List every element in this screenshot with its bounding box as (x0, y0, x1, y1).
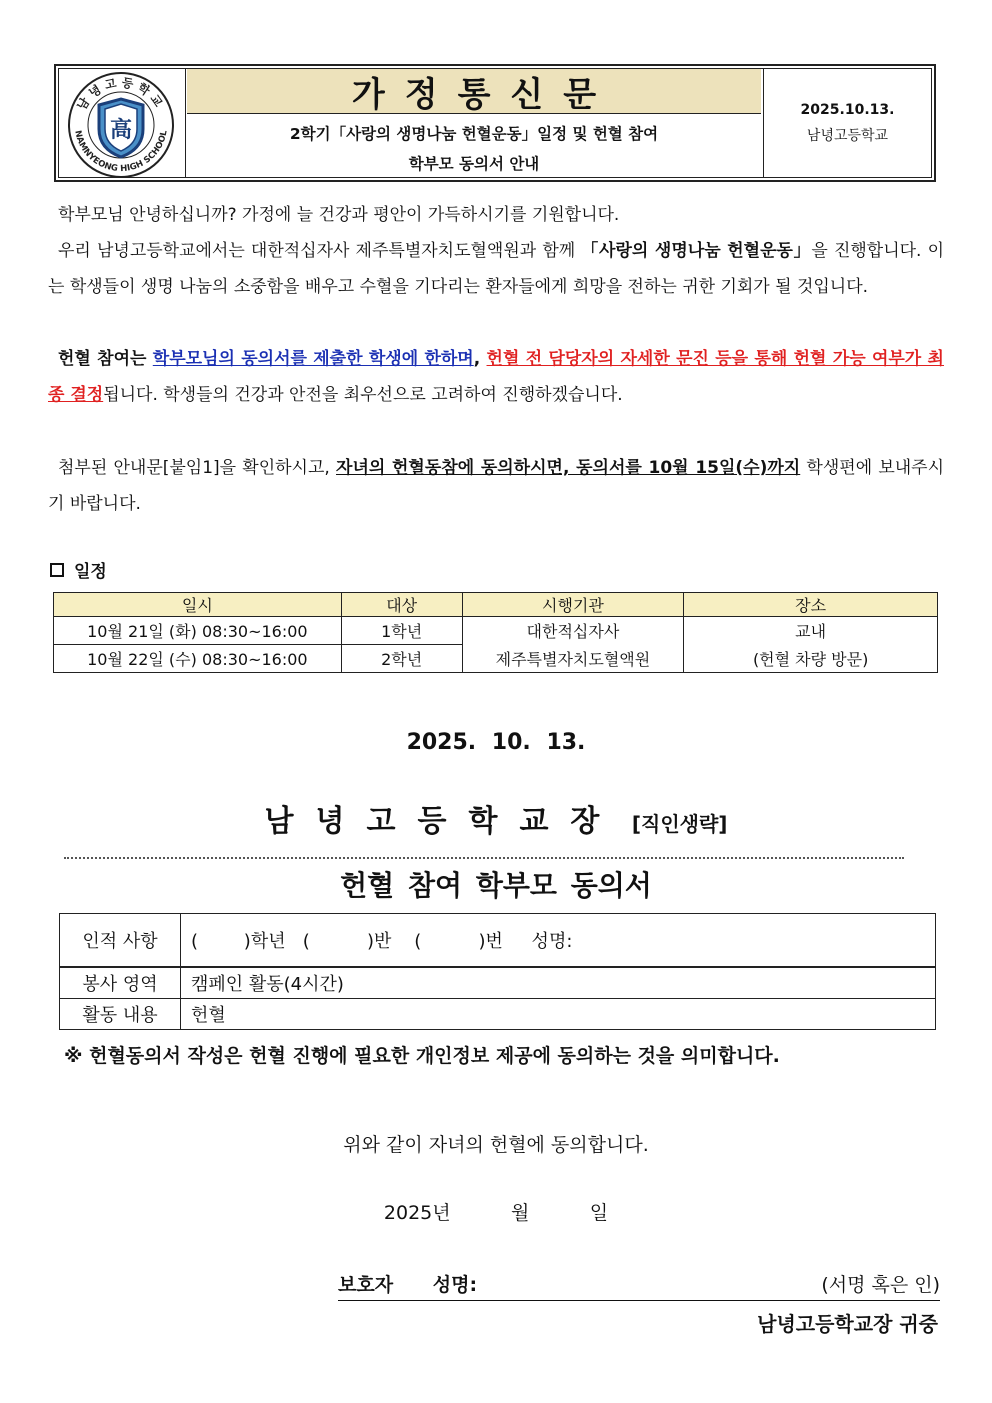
campaign-name: 「사랑의 생명나눔 헌혈운동」 (581, 241, 812, 261)
title-cell (187, 69, 761, 177)
consent-statement: 위와 같이 자녀의 헌혈에 동의합니다. (343, 1134, 649, 1156)
personal-info-label: 인적 사항 (60, 914, 181, 968)
subtitle-line-2: 학부모 동의서 안내 (408, 155, 540, 173)
subtitle-line-1: 2학기「사랑의 생명나눔 헌혈운동」일정 및 헌혈 참여 (289, 125, 659, 143)
issue-date: 2025.10.13. (800, 102, 895, 118)
table-row (60, 999, 936, 1030)
principal-signature-line (0, 796, 992, 840)
principal-title: 남녕고등학교장 (264, 804, 622, 839)
consent-form-table (59, 913, 936, 1030)
service-area-value: 캠페인 활동(4시간) (181, 967, 936, 999)
paragraph-campaign-intro (48, 233, 944, 305)
activity-label: 활동 내용 (60, 999, 181, 1030)
schedule-heading (50, 557, 107, 582)
schedule-datetime: 10월 22일 (수) 08:30~16:00 (54, 645, 342, 673)
participation-comma: , (473, 349, 487, 369)
participation-lead: 헌혈 참여는 (58, 349, 153, 369)
newsletter-subtitle (187, 119, 761, 179)
school-emblem-logo (59, 69, 183, 179)
place-line-1: 교내 (684, 617, 938, 645)
final-decision-note: 헌혈 전 담당자의 자세한 문진 등을 통해 헌혈 가능 여부가 최종 결정 (48, 349, 944, 405)
submission-tail: 학생편에 보내주시기 바랍니다. (48, 458, 945, 514)
agency-line-1: 대한적십자사 (462, 617, 684, 645)
logo-top-text: 남녕고등학교 (74, 75, 168, 113)
newsletter-title: 가정통신문 (187, 69, 761, 114)
col-header-datetime: 일시 (54, 593, 342, 617)
consent-form-title: 헌혈 참여 학부모 동의서 (340, 869, 652, 902)
campaign-intro-text-a: 우리 남녕고등학교에서는 대한적십자사 제주특별자치도혈액원과 함께 (58, 241, 582, 261)
cut-line-divider (64, 857, 904, 859)
schedule-header-row (54, 593, 938, 617)
paragraph-greeting (48, 197, 944, 233)
privacy-notice: ※ 헌혈동의서 작성은 헌혈 진행에 필요한 개인정보 제공에 동의하는 것을 의미합니다. (64, 1045, 780, 1067)
document-date: 2025. 10. 13. (406, 730, 586, 755)
col-header-agency: 시행기관 (462, 593, 684, 617)
table-row (60, 967, 936, 999)
participation-tail: 됩니다. 학생들의 건강과 안전을 최우선으로 고려하여 진행하겠습니다. (103, 385, 623, 405)
table-row (60, 914, 936, 968)
logo-cell (59, 69, 186, 177)
guardian-name-label: 보호자 성명: (338, 1274, 478, 1296)
checkbox-square-icon (50, 563, 64, 577)
logo-center-char: 高 (109, 117, 133, 143)
greeting-text: 학부모님 안녕하십니까? 가정에 늘 건강과 평안이 가득하시기를 기원합니다. (58, 205, 620, 225)
schedule-target: 1학년 (341, 617, 462, 645)
header-inner-frame (58, 68, 932, 178)
addressee: 남녕고등학교장 귀중 (757, 1312, 938, 1336)
agency-line-2: 제주특별자치도혈액원 (462, 645, 684, 673)
col-header-target: 대상 (341, 593, 462, 617)
guardian-signature-field[interactable] (338, 1266, 940, 1301)
schedule-heading-text: 일정 (74, 562, 107, 582)
paragraph-participation (48, 341, 944, 413)
newsletter-header (54, 64, 936, 182)
consent-date-blank[interactable]: 2025년 월 일 (383, 1202, 609, 1224)
schedule-target: 2학년 (341, 645, 462, 673)
table-row (54, 645, 938, 673)
participation-condition: 학부모님의 동의서를 제출한 학생에 한하며 (152, 349, 474, 369)
activity-value: 헌혈 (181, 999, 936, 1030)
submission-lead: 첨부된 안내문[붙임1]을 확인하시고, (58, 458, 337, 478)
table-row (54, 617, 938, 645)
service-area-label: 봉사 영역 (60, 967, 181, 999)
schedule-datetime: 10월 21일 (화) 08:30~16:00 (54, 617, 342, 645)
personal-info-template: ( )학년 ( )반 ( )번 성명: (191, 931, 573, 952)
place-line-2: (헌혈 차량 방문) (684, 645, 938, 673)
schedule-table (53, 592, 938, 673)
submission-deadline: 자녀의 헌혈동참에 동의하시면, 동의서를 10월 15일(수)까지 (336, 458, 801, 478)
issuing-school: 남녕고등학교 (806, 128, 889, 144)
personal-info-field[interactable] (181, 914, 936, 968)
campaign-intro-text-c: 을 진행합니다. 이는 학생들이 생명 나눔의 소중함을 배우고 수혈을 기다리는 환자들에게 희망을 전하는 귀한 기회가 될 것입니다. (48, 241, 944, 297)
paragraph-submission (48, 450, 944, 522)
signature-hint: (서명 혹은 인) (821, 1274, 940, 1296)
seal-omitted-note: [직인생략] (631, 812, 728, 836)
issue-info-cell (763, 69, 931, 177)
col-header-place: 장소 (684, 593, 938, 617)
logo-bottom-text: NAMNYEONG HIGH SCHOOL (72, 129, 170, 175)
